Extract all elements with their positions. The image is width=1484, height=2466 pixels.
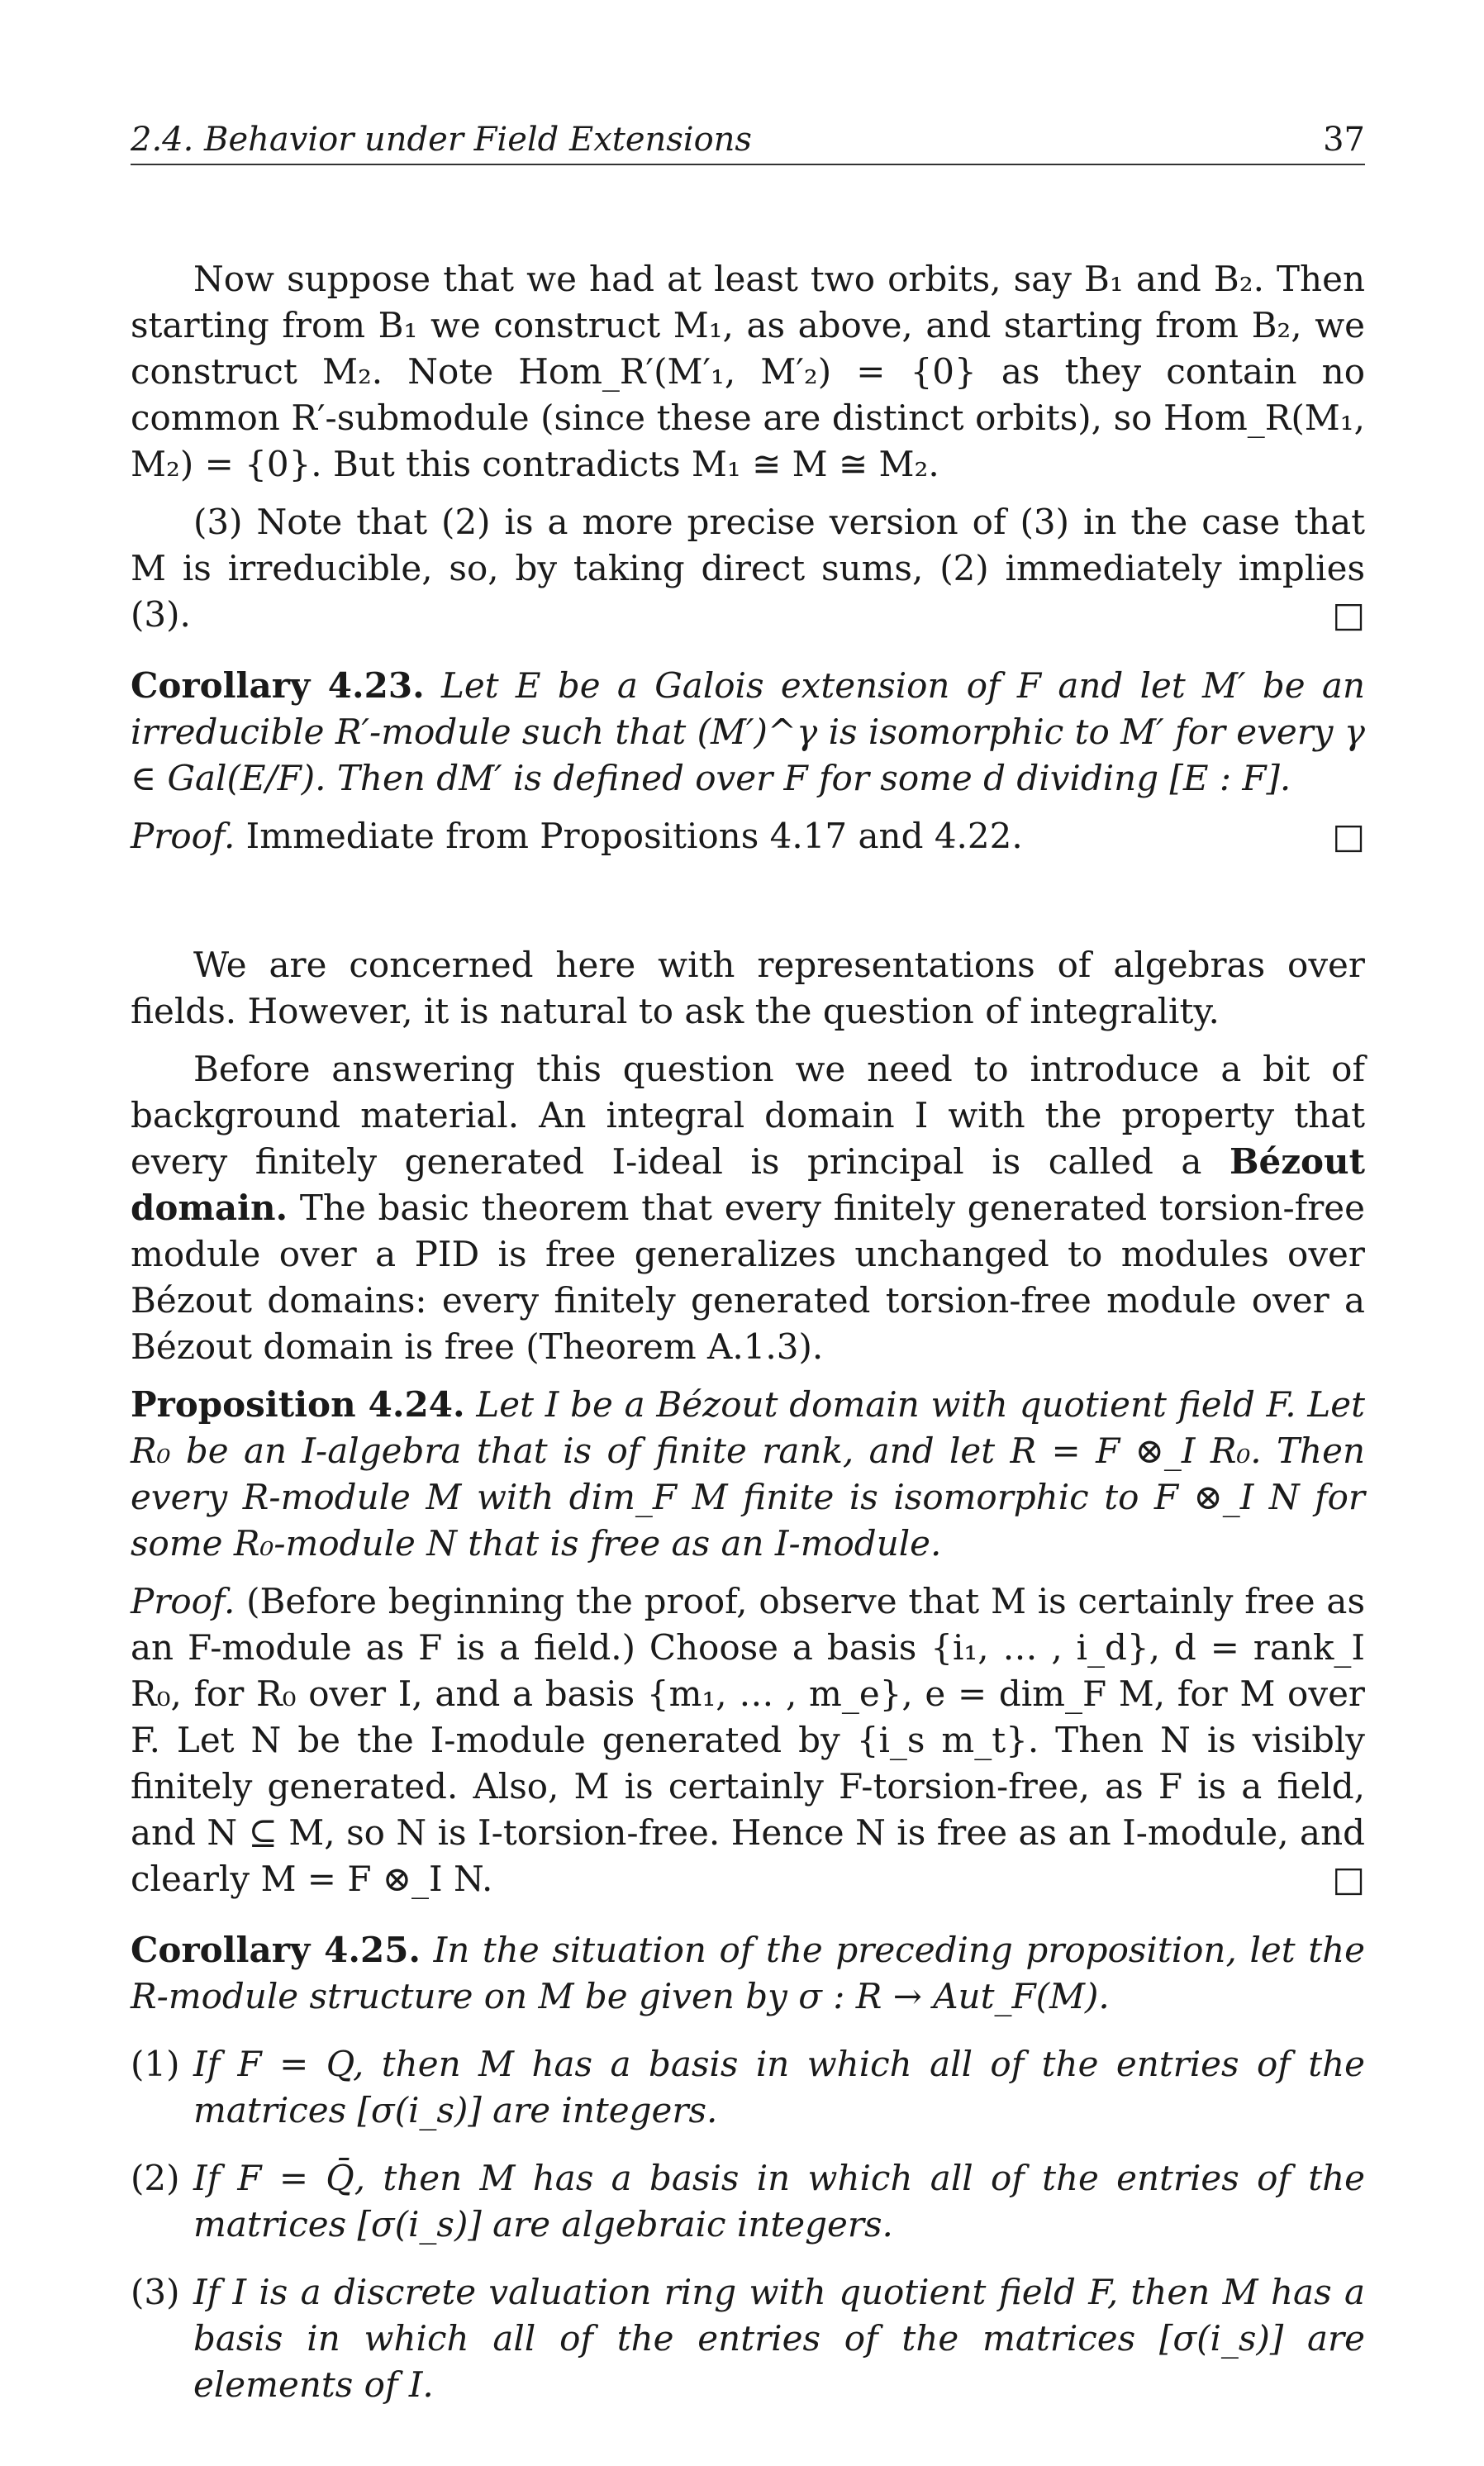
page-number: 37 (1323, 121, 1365, 159)
running-header (131, 117, 1365, 165)
list-item-text: If F = Q, then M has a basis in which all of the entries of the matrices [σ(i_s)] are integers. (193, 2044, 1365, 2130)
proof-4-24-label: Proof. (131, 1581, 235, 1621)
proof-4-24-text: (Before beginning the proof, observe that M is certainly free as an F-module as F is a field.) Choose a basis {i₁, … , i_d}, d = rank_I R₀, for R₀ over I, and a basis {m₁, … , m_e}, e = dim_F M, for M over F. Let N be the I-module generated by {i_s m_t}. Then N is visibly finitely generated. Also, M is certainly F-torsion-free, as F is a field, and N ⊆ M, so N is I-torsion-free. Hence N is free as an I-module, and clearly M = F ⊗_I N. (131, 1581, 1365, 1899)
list-item-text: If I is a discrete valuation ring with quotient field F, then M has a basis in which all of the entries of the matrices [σ(i_s)] are elements of I. (193, 2272, 1365, 2405)
qed-symbol: □ (1332, 1859, 1365, 1899)
paragraph-bezout-before: Before answering this question we need to introduce a bit of background material. An integral domain I with the property that every finitely generated I-ideal is principal is called a (131, 1049, 1365, 1182)
proposition-4-24-text: Let I be a Bézout domain with quotient field F. Let R₀ be an I-algebra that is of finite rank, and let R = F ⊗_I R₀. Then every R-module M with dim_F M finite is isomorphic to F ⊗_I N for some R₀-module N that is free as an I-module. (131, 1384, 1365, 1564)
qed-symbol: □ (1332, 594, 1365, 635)
proposition-4-24-label: Proposition 4.24. (131, 1384, 465, 1425)
proof-4-23 (131, 813, 1365, 859)
list-item-number: (1) (131, 2044, 180, 2084)
list-item (131, 2041, 1365, 2134)
qed-symbol: □ (1332, 816, 1365, 856)
list-item-number: (2) (131, 2158, 180, 2198)
section-title: 2.4. Behavior under Field Extensions (131, 121, 752, 159)
corollary-4-23-label: Corollary 4.23. (131, 665, 425, 706)
paragraph-part3 (131, 499, 1365, 638)
corollary-4-25-label: Corollary 4.25. (131, 1930, 421, 1970)
proof-4-23-text: Immediate from Propositions 4.17 and 4.22. (245, 816, 1023, 856)
paragraph-bezout-after: The basic theorem that every finitely generated torsion-free module over a PID is free generalizes unchanged to modules over Bézout domains: every finitely generated torsion-free module over a Bézout domain is free (Theorem A.1.3). (131, 1188, 1365, 1367)
proposition-4-24 (131, 1382, 1365, 1567)
paragraph-bezout (131, 1046, 1365, 1370)
corollary-4-25 (131, 1927, 1365, 2020)
list-item (131, 2269, 1365, 2408)
paragraph-orbits: Now suppose that we had at least two orbits, say B₁ and B₂. Then starting from B₁ we construct M₁, as above, and starting from B₂, we construct M₂. Note Hom_R′(M′₁, M′₂) = {0} as they contain no common R′-submodule (since these are distinct orbits), so Hom_R(M₁, M₂) = {0}. But this contradicts M₁ ≅ M ≅ M₂. (131, 259, 1365, 484)
list-item-number: (3) (131, 2272, 180, 2312)
list-item (131, 2155, 1365, 2248)
list-item-text: If F = Q̄, then M has a basis in which all of the entries of the matrices [σ(i_s)] are algebraic integers. (193, 2158, 1365, 2245)
bezout-term: Bézout domain. (131, 1141, 1365, 1228)
page-body (131, 256, 1365, 2408)
proof-4-23-label: Proof. (131, 816, 235, 856)
corollary-4-25-text: In the situation of the preceding proposition, let the R-module structure on M be given by σ : R → Aut_F(M). (131, 1930, 1366, 2016)
corollary-4-23-text: Let E be a Galois extension of F and let M′ be an irreducible R′-module such that (M′)^γ is isomorphic to M′ for every γ ∈ Gal(E/F). Then dM′ is defined over F for some d dividing [E : F]. (131, 665, 1365, 798)
corollary-4-23 (131, 663, 1365, 802)
paragraph-integrality: We are concerned here with representations of algebras over fields. However, it is natural to ask the question of integrality. (131, 945, 1365, 1031)
paragraph-part3-text: (3) Note that (2) is a more precise version of (3) in the case that M is irreducible, so, by taking direct sums, (2) immediately implies (3). (131, 502, 1365, 635)
proof-4-24 (131, 1578, 1365, 1902)
